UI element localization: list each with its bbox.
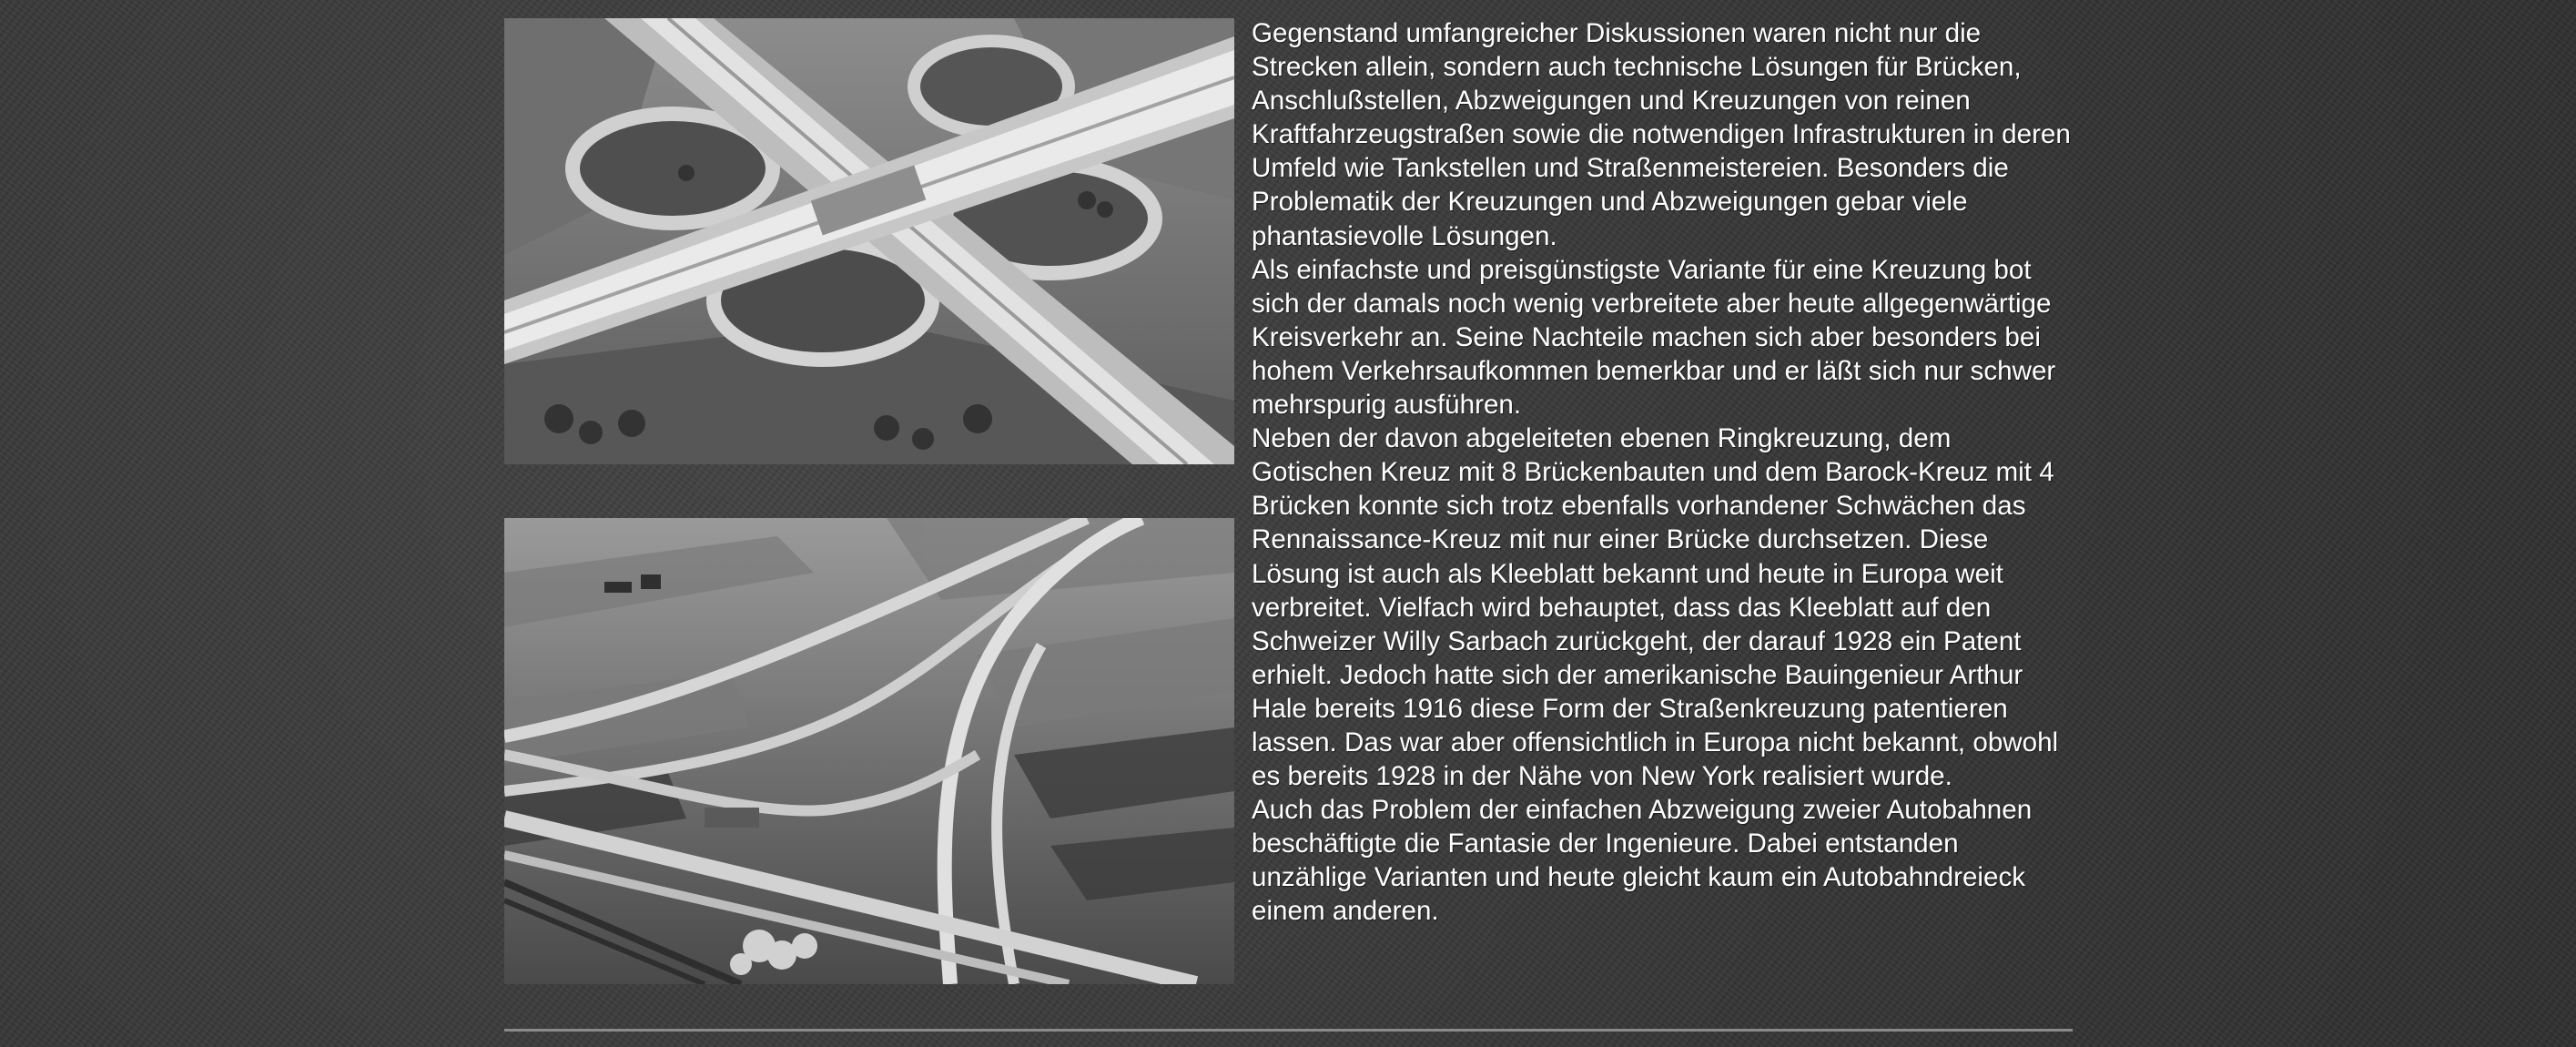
cloverleaf-interchange-drawing	[504, 18, 1234, 464]
article-text	[1252, 16, 2075, 929]
cloverleaf-interchange-image	[504, 18, 1234, 464]
article-paragraph-2: Als einfachste und preisgünstigste Variante für eine Kreuzung bot sich der damals noch wenig verbreitete aber heute allgegenwärtige Kreisverkehr an. Seine Nachteile machen sich aber besonders bei hohem Verkehrsaufkommen bemerkbar und er läßt sich nur schwer mehrspurig ausführen.	[1252, 254, 2056, 421]
horizontal-divider	[504, 1029, 2073, 1032]
article-paragraph-3: Neben der davon abgeleiteten ebenen Ringkreuzung, dem Gotischen Kreuz mit 8 Brückenbauten und dem Barock-Kreuz mit 4 Brücken konnte sich trotz ebenfalls vorhandener Schwächen das Rennaissance-Kreuz mit nur einer Brücke durchsetzen. Diese Lösung ist auch als Kleeblatt bekannt und heute in Europa weit verbreitet. Vielfach wird behauptet, dass das Kleeblatt auf den Schweizer Willy Sarbach zurückgeht, der darauf 1928 ein Patent erhielt. Jedoch hatte sich der amerikanische Bauingenieur Arthur Hale bereits 1916 diese Form der Straßenkreuzung patentieren lassen. Das war aber offensichtlich in Europa nicht bekannt, obwohl es bereits 1928 in der Nähe von New York realisiert wurde.	[1252, 423, 2059, 792]
interchange-aerial-image	[504, 518, 1234, 984]
article-paragraph-1: Gegenstand umfangreicher Diskussionen waren nicht nur die Strecken allein, sondern auch technische Lösungen für Brücken, Anschlußstellen, Abzweigungen und Kreuzungen von reinen Kraftfahrzeugstraßen sowie die notwendigen Infrastrukturen in deren Umfeld wie Tankstellen und Straßenmeistereien. Besonders die Problematik der Kreuzungen und Abzweigungen gebar viele phantasievolle Lösungen.	[1252, 18, 2071, 251]
interchange-aerial-photo	[504, 518, 1234, 984]
article-paragraph-4: Auch das Problem der einfachen Abzweigung zweier Autobahnen beschäftigte die Fantasie der Ingenieure. Dabei entstanden unzählige Varianten und heute gleicht kaum ein Autobahndreieck einem anderen.	[1252, 795, 2033, 927]
